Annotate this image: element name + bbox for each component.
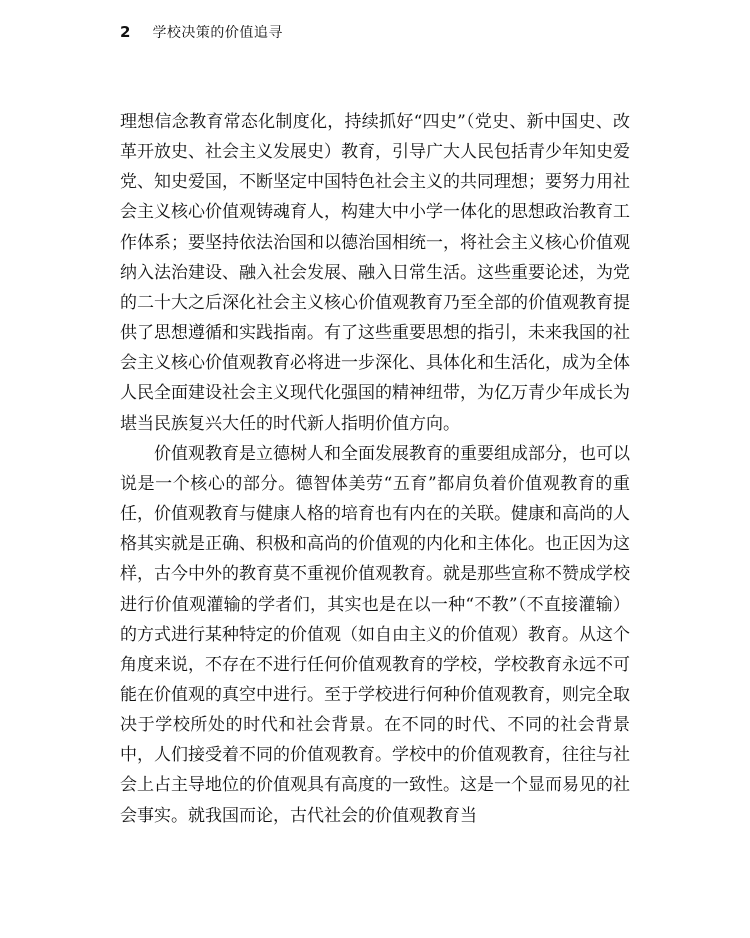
running-header bbox=[120, 22, 283, 44]
paragraph: 价值观教育是立德树人和全面发展教育的重要组成部分，也可以说是一个核心的部分。德智体美劳“五育”都肩负着价值观教育的重任，价值观教育与健康人格的培育也有内在的关联。健康和高尚的人格其实就是正确、积极和高尚的价值观的内化和主体化。也正因为这样，古今中外的教育莫不重视价值观教育。就是那些宣称不赞成学校进行价值观灌输的学者们，其实也是在以一种“不教”（不直接灌输）的方式进行某种特定的价值观（如自由主义的价值观）教育。从这个角度来说，不存在不进行任何价值观教育的学校，学校教育永远不可能在价值观的真空中进行。至于学校进行何种价值观教育，则完全取决于学校所处的时代和社会背景。在不同的时代、不同的社会背景中，人们接受着不同的价值观教育。学校中的价值观教育，往往与社会上占主导地位的价值观具有高度的一致性。这是一个显而易见的社会事实。就我国而论，古代社会的价值观教育当 bbox=[120, 443, 630, 826]
paragraph-continued: 理想信念教育常态化制度化，持续抓好“四史”（党史、新中国史、改革开放史、社会主义发展史）教育，引导广大人民包括青少年知史爱党、知史爱国，不断坚定中国特色社会主义的共同理想；要努力用社会主义核心价值观铸魂育人，构建大中小学一体化的思想政治教育工作体系；要坚持依法治国和以德治国相统一，将社会主义核心价值观纳入法治建设、融入社会发展、融入日常生活。这些重要论述，为党的二十大之后深化社会主义核心价值观教育乃至全部的价值观教育提供了思想遵循和实践指南。有了这些重要思想的指引，未来我国的社会主义核心价值观教育必将进一步深化、具体化和生活化，成为全体人民全面建设社会主义现代化强国的精神纽带，为亿万青少年成长为堪当民族复兴大任的时代新人指明价值方向。 bbox=[120, 112, 630, 434]
page-number: 2 bbox=[120, 23, 131, 41]
running-title: 学校决策的价值追寻 bbox=[152, 25, 283, 41]
body-text bbox=[120, 107, 630, 831]
